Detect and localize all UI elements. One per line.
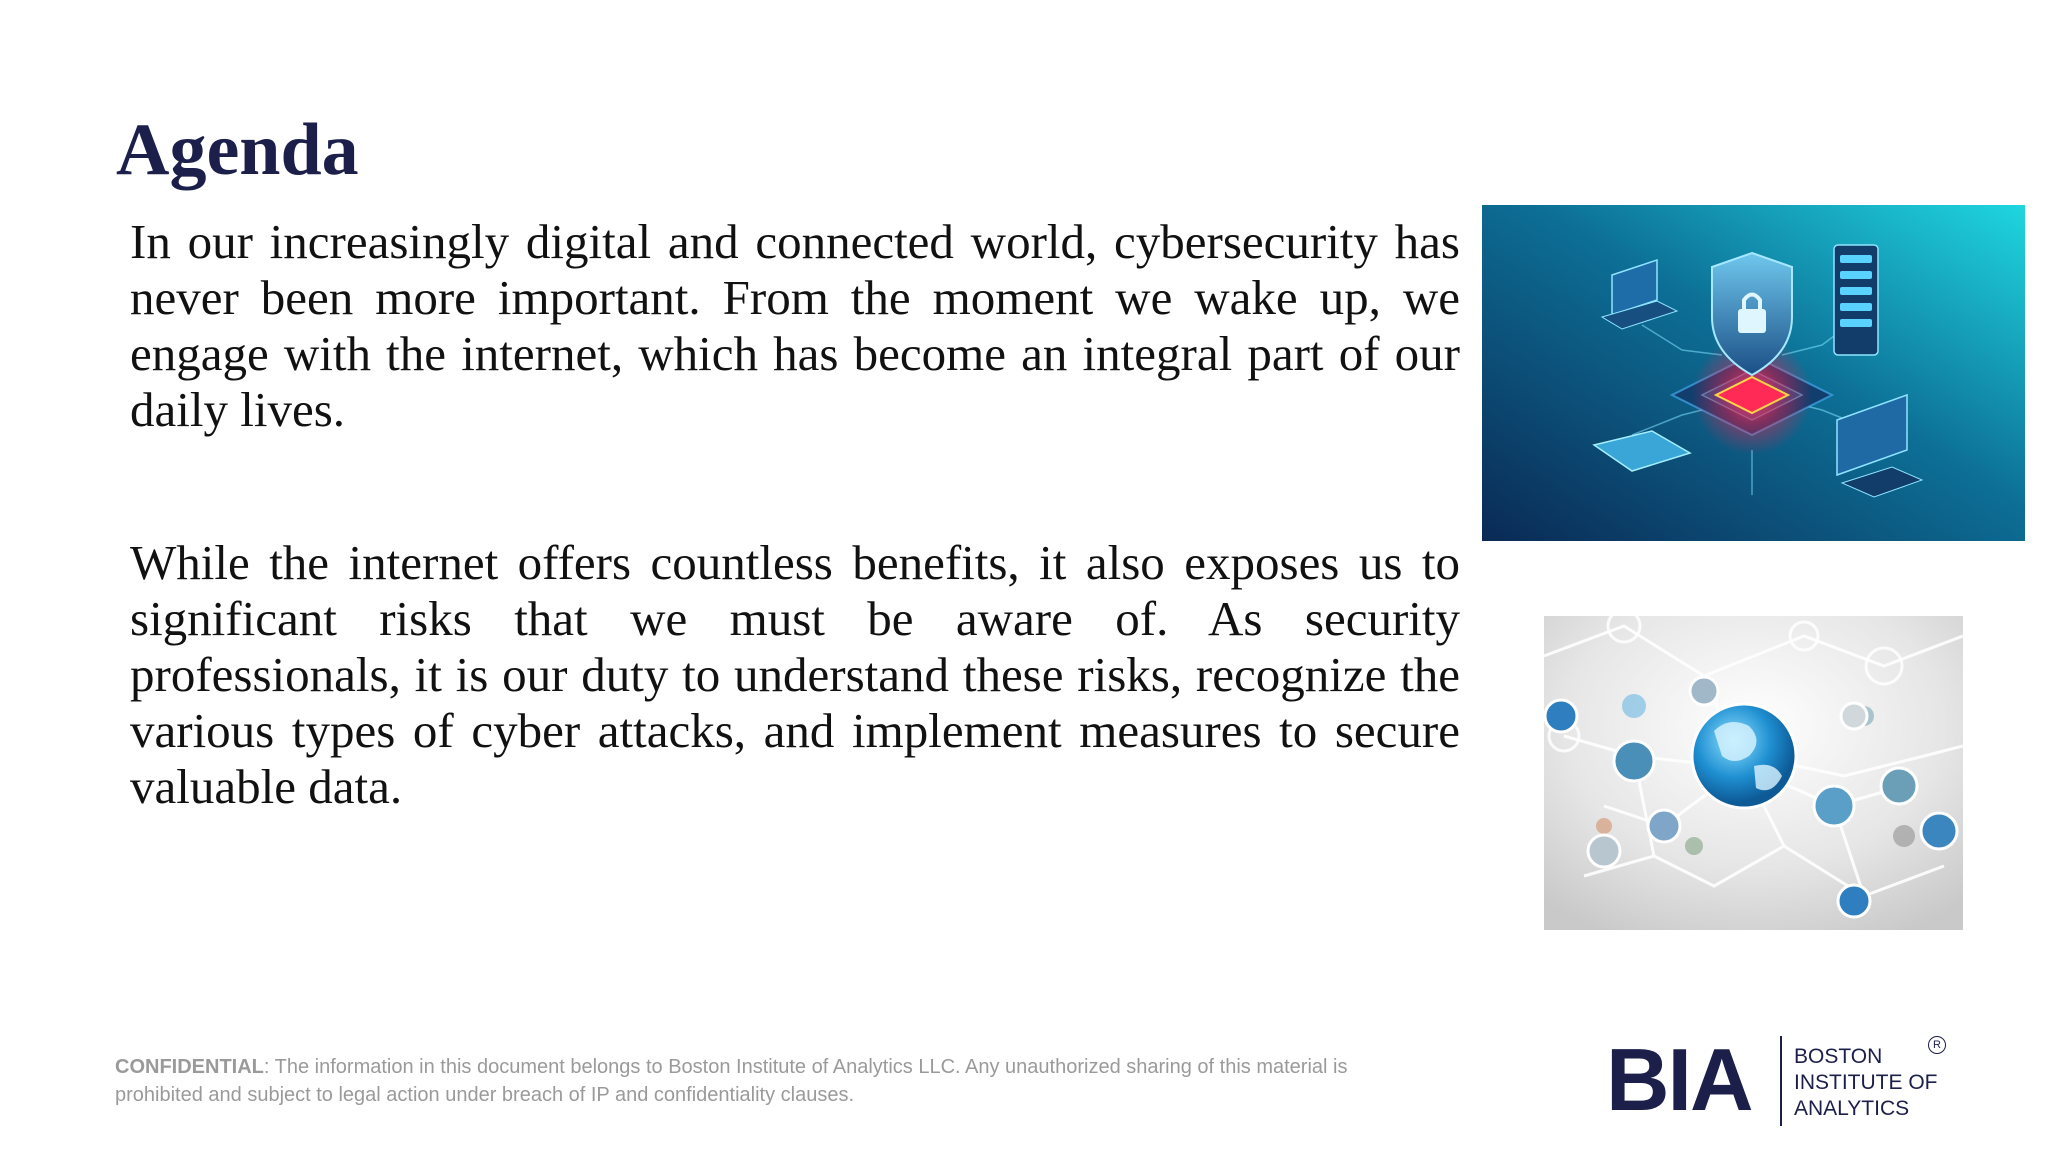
intro-paragraph: In our increasingly digital and connected world, cybersecurity has never been more important. From the moment we wake up, we engage with the internet, which has become an integral part of our daily lives. [130, 214, 1460, 437]
confidential-text: : The information in this document belongs to Boston Institute of Analytics LLC. Any unauthorized sharing of this material is prohibited and subject to legal action under breach of IP and confidentiality clauses. [115, 1056, 1348, 1106]
confidential-label: CONFIDENTIAL [115, 1056, 264, 1078]
logo-line-institute: INSTITUTE OF [1794, 1071, 1938, 1094]
registered-mark-icon: R [1928, 1036, 1946, 1054]
globe-network-illustration [1544, 616, 1963, 930]
logo-divider [1780, 1036, 1782, 1126]
slide-title: Agenda [116, 109, 359, 191]
confidentiality-notice [115, 1053, 1415, 1109]
logo-mark: BIA [1606, 1030, 1752, 1129]
logo-line-analytics: ANALYTICS [1794, 1097, 1910, 1120]
cybersecurity-image [1482, 205, 2025, 541]
globe-network-image [1544, 616, 1963, 930]
logo-line-boston: BOSTON [1794, 1045, 1883, 1068]
bia-logo [1606, 1030, 1946, 1130]
risks-paragraph: While the internet offers countless benefits, it also exposes us to significant risks that we must be aware of. As security professionals, it is our duty to understand these risks, recognize the various types of cyber attacks, and implement measures to secure valuable data. [130, 535, 1460, 814]
logo-wordmark [1794, 1044, 1938, 1122]
cybersecurity-illustration [1482, 205, 2025, 541]
